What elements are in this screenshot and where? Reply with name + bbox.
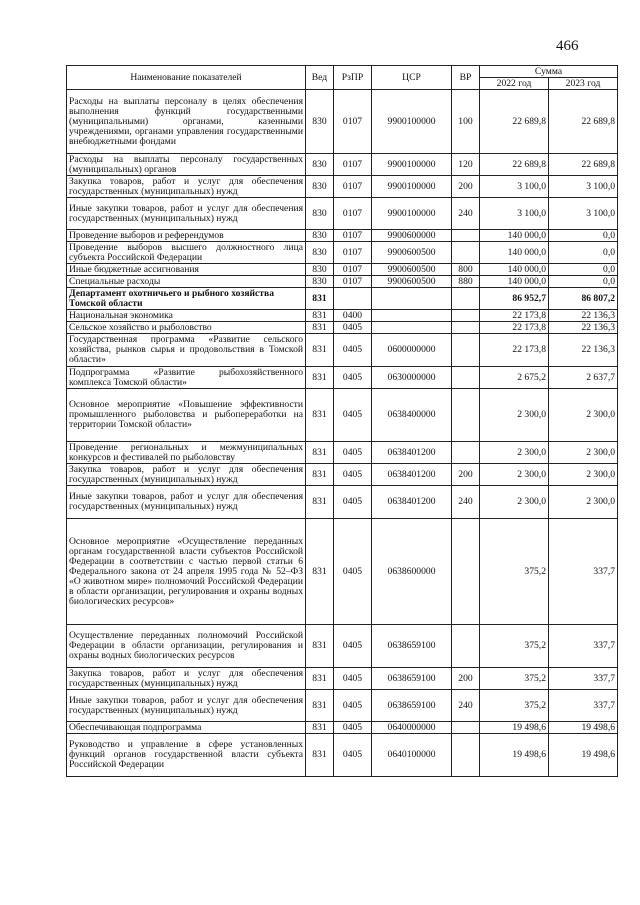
row-sum-2022: 86 952,7 bbox=[480, 288, 549, 310]
row-vr bbox=[452, 722, 480, 734]
row-sum-2022: 22 689,8 bbox=[480, 90, 549, 154]
row-csr bbox=[372, 322, 452, 334]
row-sum-2022: 22 173,8 bbox=[480, 310, 549, 322]
row-vr: 200 bbox=[452, 176, 480, 198]
row-sum-2023: 0,0 bbox=[549, 242, 618, 264]
row-sum-2022: 3 100,0 bbox=[480, 198, 549, 230]
row-csr: 0638659100 bbox=[372, 625, 452, 668]
row-ved: 831 bbox=[306, 288, 334, 310]
header-sum: Сумма bbox=[480, 66, 618, 78]
row-rzpr: 0405 bbox=[334, 334, 372, 367]
row-sum-2023: 3 100,0 bbox=[549, 198, 618, 230]
table-row bbox=[67, 198, 618, 230]
row-vr: 120 bbox=[452, 154, 480, 176]
row-ved: 831 bbox=[306, 367, 334, 389]
row-ved: 831 bbox=[306, 519, 334, 625]
row-sum-2022: 140 000,0 bbox=[480, 230, 549, 242]
row-sum-2022: 3 100,0 bbox=[480, 176, 549, 198]
row-sum-2023: 86 807,2 bbox=[549, 288, 618, 310]
row-name: Расходы на выплаты персоналу в целях обеспечения выполнения функций государственными (муниципальными) органами, казенными учреждениями, органами управления государственными внебюджетными фондами bbox=[67, 90, 306, 154]
row-csr: 9900100000 bbox=[372, 90, 452, 154]
row-sum-2022: 375,2 bbox=[480, 625, 549, 668]
row-ved: 830 bbox=[306, 276, 334, 288]
row-vr bbox=[452, 519, 480, 625]
row-rzpr: 0405 bbox=[334, 625, 372, 668]
row-sum-2022: 375,2 bbox=[480, 690, 549, 722]
row-sum-2023: 2 300,0 bbox=[549, 486, 618, 519]
row-name: Департамент охотничьего и рыбного хозяйства Томской области bbox=[67, 288, 306, 310]
row-csr: 0638659100 bbox=[372, 690, 452, 722]
table-row bbox=[67, 389, 618, 442]
header-name: Наименование показателей bbox=[67, 66, 306, 90]
row-rzpr: 0107 bbox=[334, 176, 372, 198]
row-rzpr: 0107 bbox=[334, 230, 372, 242]
row-sum-2022: 19 498,6 bbox=[480, 722, 549, 734]
table-row bbox=[67, 154, 618, 176]
row-sum-2022: 140 000,0 bbox=[480, 276, 549, 288]
row-rzpr: 0405 bbox=[334, 486, 372, 519]
row-name: Проведение выборов и референдумов bbox=[67, 230, 306, 242]
table-row bbox=[67, 264, 618, 276]
row-ved: 831 bbox=[306, 668, 334, 690]
row-name: Иные бюджетные ассигнования bbox=[67, 264, 306, 276]
row-rzpr: 0107 bbox=[334, 276, 372, 288]
row-ved: 830 bbox=[306, 176, 334, 198]
row-ved: 831 bbox=[306, 734, 334, 777]
row-ved: 830 bbox=[306, 90, 334, 154]
row-vr: 880 bbox=[452, 276, 480, 288]
table-row bbox=[67, 276, 618, 288]
row-sum-2023: 22 136,3 bbox=[549, 310, 618, 322]
row-rzpr: 0405 bbox=[334, 389, 372, 442]
row-vr bbox=[452, 230, 480, 242]
row-name: Проведение выборов высшего должностного лица субъекта Российской Федерации bbox=[67, 242, 306, 264]
table-row bbox=[67, 90, 618, 154]
row-sum-2023: 2 637,7 bbox=[549, 367, 618, 389]
table-row bbox=[67, 288, 618, 310]
row-rzpr: 0400 bbox=[334, 310, 372, 322]
row-csr: 0630000000 bbox=[372, 367, 452, 389]
row-vr bbox=[452, 442, 480, 464]
row-csr: 9900600500 bbox=[372, 242, 452, 264]
row-rzpr: 0405 bbox=[334, 690, 372, 722]
row-ved: 831 bbox=[306, 625, 334, 668]
table-row bbox=[67, 310, 618, 322]
row-sum-2023: 2 300,0 bbox=[549, 442, 618, 464]
row-vr: 240 bbox=[452, 198, 480, 230]
table-row bbox=[67, 464, 618, 486]
row-csr: 0638659100 bbox=[372, 668, 452, 690]
row-sum-2022: 22 173,8 bbox=[480, 334, 549, 367]
row-vr bbox=[452, 625, 480, 668]
row-sum-2022: 22 173,8 bbox=[480, 322, 549, 334]
row-name: Закупка товаров, работ и услуг для обеспечения государственных (муниципальных) нужд bbox=[67, 464, 306, 486]
row-vr: 240 bbox=[452, 690, 480, 722]
row-sum-2022: 2 300,0 bbox=[480, 486, 549, 519]
row-csr: 0638401200 bbox=[372, 442, 452, 464]
row-name: Подпрограмма «Развитие рыбохозяйственного комплекса Томской области» bbox=[67, 367, 306, 389]
row-sum-2023: 22 689,8 bbox=[549, 90, 618, 154]
row-vr: 200 bbox=[452, 464, 480, 486]
row-ved: 831 bbox=[306, 722, 334, 734]
row-sum-2023: 0,0 bbox=[549, 230, 618, 242]
row-name: Основное мероприятие «Повышение эффективности промышленного рыболовства и рыбопереработки на территории Томской области» bbox=[67, 389, 306, 442]
row-sum-2023: 22 136,3 bbox=[549, 334, 618, 367]
row-csr: 9900100000 bbox=[372, 176, 452, 198]
row-sum-2023: 19 498,6 bbox=[549, 734, 618, 777]
row-rzpr: 0107 bbox=[334, 90, 372, 154]
table-row bbox=[67, 322, 618, 334]
row-name: Расходы на выплаты персоналу государственных (муниципальных) органов bbox=[67, 154, 306, 176]
row-sum-2022: 140 000,0 bbox=[480, 242, 549, 264]
row-name: Государственная программа «Развитие сельского хозяйства, рынков сырья и продовольствия в Томской области» bbox=[67, 334, 306, 367]
row-csr: 0600000000 bbox=[372, 334, 452, 367]
row-rzpr: 0405 bbox=[334, 734, 372, 777]
row-sum-2023: 0,0 bbox=[549, 276, 618, 288]
row-name: Основное мероприятие «Осуществление переданных органам государственной власти субъектов Российской Федерации в соответствии с частью первой статьи 6 Федерального закона от 24 апреля 1995 года № 52–ФЗ «О животном мире» полномочий Российской Федерации в области организации, регулирования и охраны водных биологических ресурсов» bbox=[67, 519, 306, 625]
row-ved: 831 bbox=[306, 690, 334, 722]
row-rzpr: 0107 bbox=[334, 154, 372, 176]
page-number: 466 bbox=[556, 38, 579, 54]
table-row bbox=[67, 668, 618, 690]
row-ved: 830 bbox=[306, 154, 334, 176]
table-row bbox=[67, 519, 618, 625]
row-rzpr: 0107 bbox=[334, 242, 372, 264]
row-name: Национальная экономика bbox=[67, 310, 306, 322]
row-vr bbox=[452, 322, 480, 334]
row-rzpr: 0405 bbox=[334, 367, 372, 389]
row-name: Обеспечивающая подпрограмма bbox=[67, 722, 306, 734]
row-rzpr: 0107 bbox=[334, 264, 372, 276]
row-name: Проведение региональных и межмуниципальных конкурсов и фестивалей по рыболовству bbox=[67, 442, 306, 464]
row-ved: 830 bbox=[306, 198, 334, 230]
row-ved: 831 bbox=[306, 389, 334, 442]
row-vr bbox=[452, 734, 480, 777]
row-csr: 0638600000 bbox=[372, 519, 452, 625]
row-sum-2022: 19 498,6 bbox=[480, 734, 549, 777]
row-rzpr: 0405 bbox=[334, 442, 372, 464]
row-vr: 100 bbox=[452, 90, 480, 154]
row-vr: 800 bbox=[452, 264, 480, 276]
row-sum-2023: 337,7 bbox=[549, 625, 618, 668]
row-csr bbox=[372, 310, 452, 322]
table-body bbox=[67, 90, 618, 777]
row-name: Руководство и управление в сфере установленных функций органов государственной власти субъекта Российской Федерации bbox=[67, 734, 306, 777]
table-row bbox=[67, 734, 618, 777]
header-vr: ВР bbox=[452, 66, 480, 90]
row-sum-2023: 2 300,0 bbox=[549, 464, 618, 486]
header-rzpr: РзПР bbox=[334, 66, 372, 90]
header-ved: Вед bbox=[306, 66, 334, 90]
row-name: Иные закупки товаров, работ и услуг для обеспечения государственных (муниципальных) нужд bbox=[67, 198, 306, 230]
row-sum-2023: 2 300,0 bbox=[549, 389, 618, 442]
row-ved: 831 bbox=[306, 334, 334, 367]
row-ved: 831 bbox=[306, 322, 334, 334]
row-vr bbox=[452, 367, 480, 389]
row-vr bbox=[452, 310, 480, 322]
row-name: Специальные расходы bbox=[67, 276, 306, 288]
table-row bbox=[67, 176, 618, 198]
row-sum-2023: 22 689,8 bbox=[549, 154, 618, 176]
row-vr bbox=[452, 288, 480, 310]
row-rzpr: 0405 bbox=[334, 464, 372, 486]
row-rzpr: 0405 bbox=[334, 322, 372, 334]
row-csr: 9900600500 bbox=[372, 276, 452, 288]
row-sum-2022: 2 300,0 bbox=[480, 442, 549, 464]
row-sum-2022: 375,2 bbox=[480, 519, 549, 625]
row-sum-2022: 2 300,0 bbox=[480, 464, 549, 486]
row-sum-2022: 140 000,0 bbox=[480, 264, 549, 276]
row-vr: 240 bbox=[452, 486, 480, 519]
row-sum-2023: 19 498,6 bbox=[549, 722, 618, 734]
row-rzpr: 0107 bbox=[334, 198, 372, 230]
row-sum-2022: 22 689,8 bbox=[480, 154, 549, 176]
row-csr: 0638401200 bbox=[372, 486, 452, 519]
row-csr: 0638401200 bbox=[372, 464, 452, 486]
budget-table bbox=[66, 65, 618, 777]
header-csr: ЦСР bbox=[372, 66, 452, 90]
row-sum-2023: 337,7 bbox=[549, 668, 618, 690]
row-sum-2022: 2 675,2 bbox=[480, 367, 549, 389]
row-vr bbox=[452, 242, 480, 264]
row-ved: 831 bbox=[306, 486, 334, 519]
row-name: Закупка товаров, работ и услуг для обеспечения государственных (муниципальных) нужд bbox=[67, 176, 306, 198]
row-rzpr: 0405 bbox=[334, 519, 372, 625]
table-row bbox=[67, 334, 618, 367]
table-header bbox=[67, 66, 618, 90]
row-name: Иные закупки товаров, работ и услуг для обеспечения государственных (муниципальных) нужд bbox=[67, 486, 306, 519]
table-row bbox=[67, 690, 618, 722]
row-ved: 831 bbox=[306, 464, 334, 486]
row-vr bbox=[452, 334, 480, 367]
row-csr: 9900100000 bbox=[372, 198, 452, 230]
table-row bbox=[67, 722, 618, 734]
row-ved: 830 bbox=[306, 230, 334, 242]
table-row bbox=[67, 367, 618, 389]
row-sum-2023: 0,0 bbox=[549, 264, 618, 276]
header-year-2023: 2023 год bbox=[549, 78, 618, 90]
row-csr: 9900600000 bbox=[372, 230, 452, 242]
table-row bbox=[67, 230, 618, 242]
row-csr: 0638400000 bbox=[372, 389, 452, 442]
row-ved: 830 bbox=[306, 264, 334, 276]
row-vr: 200 bbox=[452, 668, 480, 690]
row-name: Сельское хозяйство и рыболовство bbox=[67, 322, 306, 334]
header-year-2022: 2022 год bbox=[480, 78, 549, 90]
row-csr: 9900100000 bbox=[372, 154, 452, 176]
row-sum-2023: 22 136,3 bbox=[549, 322, 618, 334]
row-sum-2023: 3 100,0 bbox=[549, 176, 618, 198]
row-ved: 831 bbox=[306, 442, 334, 464]
table-row bbox=[67, 242, 618, 264]
row-sum-2022: 375,2 bbox=[480, 668, 549, 690]
row-rzpr: 0405 bbox=[334, 668, 372, 690]
row-sum-2023: 337,7 bbox=[549, 519, 618, 625]
table-row bbox=[67, 486, 618, 519]
row-csr: 0640000000 bbox=[372, 722, 452, 734]
table-row bbox=[67, 442, 618, 464]
row-csr bbox=[372, 288, 452, 310]
row-csr: 9900600500 bbox=[372, 264, 452, 276]
row-name: Осуществление переданных полномочий Российской Федерации в области организации, регулирования и охраны водных биологических ресурсов bbox=[67, 625, 306, 668]
row-ved: 831 bbox=[306, 310, 334, 322]
row-name: Иные закупки товаров, работ и услуг для обеспечения государственных (муниципальных) нужд bbox=[67, 690, 306, 722]
row-csr: 0640100000 bbox=[372, 734, 452, 777]
row-vr bbox=[452, 389, 480, 442]
row-ved: 830 bbox=[306, 242, 334, 264]
row-name: Закупка товаров, работ и услуг для обеспечения государственных (муниципальных) нужд bbox=[67, 668, 306, 690]
row-sum-2023: 337,7 bbox=[549, 690, 618, 722]
table-row bbox=[67, 625, 618, 668]
row-sum-2022: 2 300,0 bbox=[480, 389, 549, 442]
row-rzpr: 0405 bbox=[334, 722, 372, 734]
row-rzpr bbox=[334, 288, 372, 310]
